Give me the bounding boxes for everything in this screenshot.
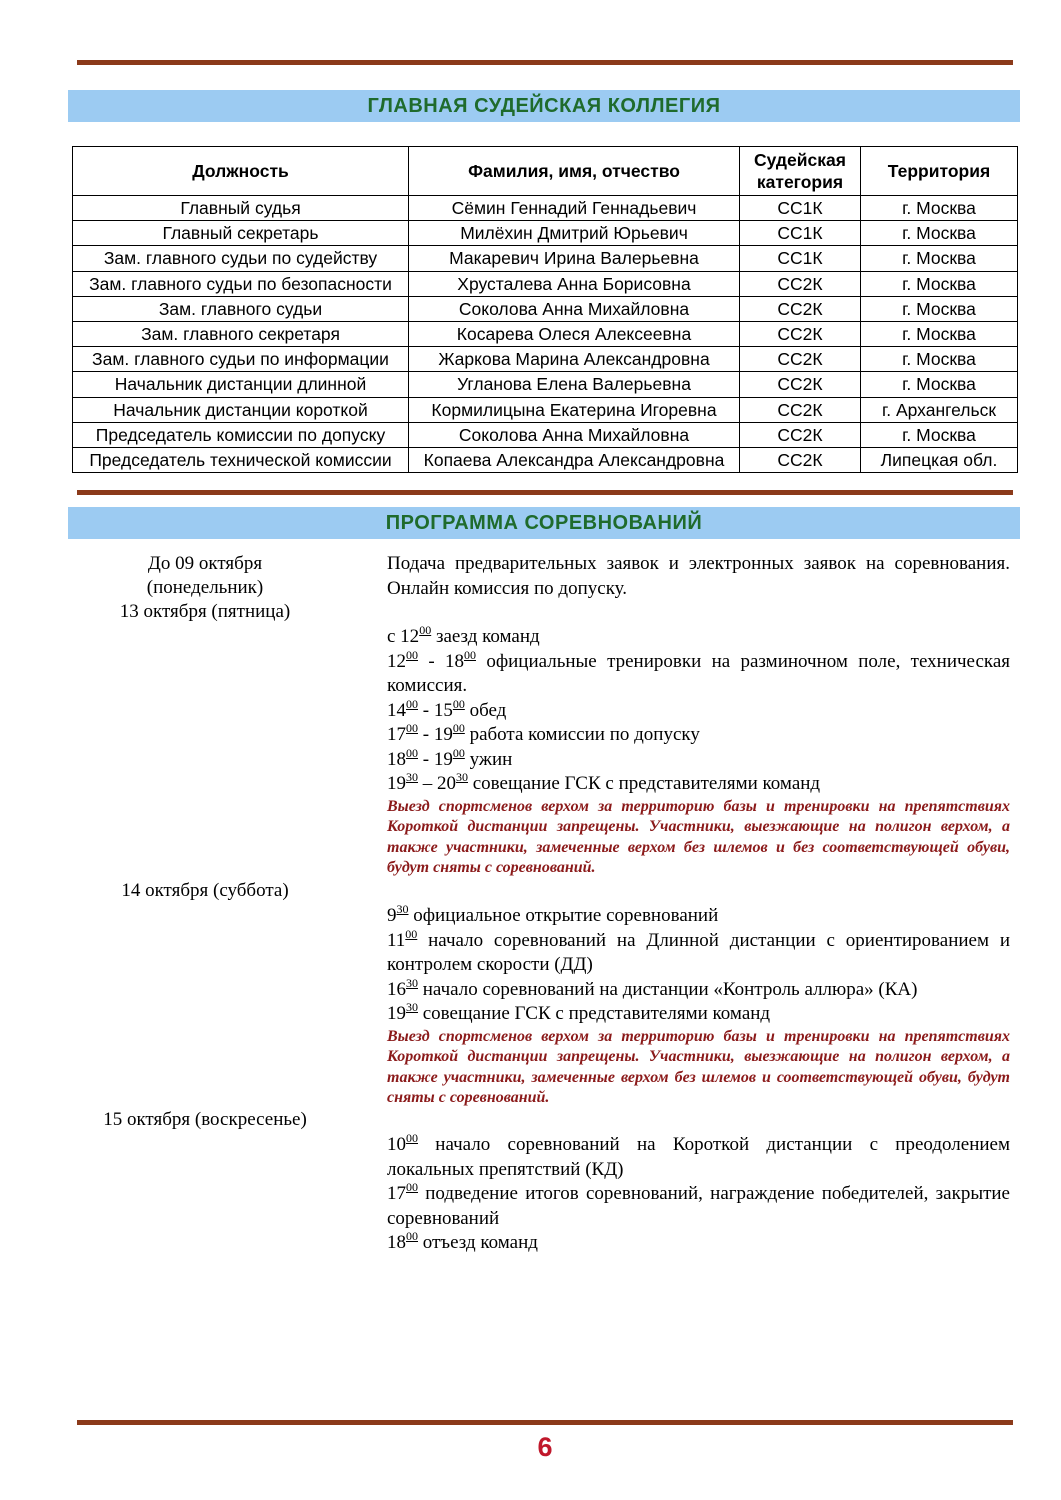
time-minutes: 00: [452, 696, 465, 711]
cell-name: Копаева Александра Александровна: [409, 447, 740, 472]
cell-territory: г. Архангельск: [861, 397, 1018, 422]
top-rule: [77, 60, 1013, 65]
time: 11: [387, 929, 406, 951]
page-number: 6: [537, 1432, 553, 1462]
cell-name: Макаревич Ирина Валерьевна: [409, 246, 740, 271]
time: – 20: [418, 773, 456, 794]
bottom-rule: [77, 1420, 1013, 1425]
cell-category: СС2К: [740, 397, 861, 422]
schedule-item: [387, 625, 1010, 650]
time-minutes: 30: [456, 770, 468, 784]
table-row: [73, 447, 1018, 472]
schedule-date-4: 15 октября (воскресенье): [103, 1109, 307, 1130]
cell-name: Угланова Елена Валерьевна: [409, 372, 740, 397]
cell-territory: г. Москва: [861, 246, 1018, 271]
time: - 19: [418, 748, 453, 770]
schedule-item: [387, 1133, 1010, 1182]
cell-category: СС2К: [740, 347, 861, 372]
cell-territory: г. Москва: [861, 296, 1018, 321]
schedule-item: [387, 926, 1010, 978]
cell-name: Милёхин Дмитрий Юрьевич: [409, 221, 740, 246]
warning-note: Выезд спортсменов верхом за территорию базы и тренировки на препятствиях Короткой дистанции запрещены. Участники, выезжающие на полигон верхом, а также участники, замеченные верхом без шлемов и соответствующей обуви, будут сняты с соревнований.: [387, 1027, 1010, 1106]
time: - 15: [418, 699, 453, 721]
schedule-date-3: 14 октября (суббота): [121, 880, 289, 901]
schedule-item: [387, 696, 1010, 724]
middle-rule: [77, 490, 1013, 495]
cell-category: СС2К: [740, 296, 861, 321]
table-row: [73, 372, 1018, 397]
time-minutes: 00: [406, 1180, 418, 1194]
schedule-item-text: совещание ГСК с представителями команд: [468, 773, 821, 794]
col-header-category: [740, 147, 861, 196]
schedule-item: [387, 1182, 1010, 1231]
cell-position: Председатель комиссии по допуску: [73, 422, 409, 447]
time: 16: [387, 978, 406, 1000]
time-minutes: 00: [406, 696, 418, 711]
time-minutes: 00: [405, 926, 418, 941]
cell-category: СС1К: [740, 196, 861, 221]
cell-category: СС2К: [740, 372, 861, 397]
cell-territory: Липецкая обл.: [861, 447, 1018, 472]
cell-name: Хрусталева Анна Борисовна: [409, 271, 740, 296]
schedule-item-text: официальные тренировки на разминочном поле, техническая комиссия.: [387, 650, 1010, 696]
cell-territory: г. Москва: [861, 422, 1018, 447]
schedule-item-text: подведение итогов соревнований, награждение победителей, закрытие соревнований: [387, 1183, 1010, 1229]
schedule-block-2: [387, 625, 1010, 879]
time: 19: [387, 773, 406, 794]
cell-territory: г. Москва: [861, 221, 1018, 246]
time-minutes: 30: [406, 770, 418, 784]
time: - 19: [418, 724, 453, 745]
cell-position: Зам. главного судьи по безопасности: [73, 271, 409, 296]
schedule-item-text: начало соревнований на дистанции «Контроль аллюра» (КА): [418, 978, 918, 1000]
cell-position: Зам. главного судьи по информации: [73, 347, 409, 372]
schedule-item-text: ужин: [464, 748, 513, 770]
table-row: [73, 321, 1018, 346]
schedule-item: [387, 772, 1010, 797]
time: 12: [387, 650, 406, 672]
program-section-title: ПРОГРАММА СОРЕВНОВАНИЙ: [68, 507, 1020, 539]
schedule-item: [387, 647, 1010, 699]
time-minutes: 00: [406, 721, 418, 735]
schedule-item-text: начало соревнований на Короткой дистанции с преодолением локальных препятствий (КД): [387, 1134, 1010, 1180]
cell-category: СС1К: [740, 246, 861, 271]
cell-position: Председатель технической комиссии: [73, 447, 409, 472]
cell-position: Начальник дистанции длинной: [73, 372, 409, 397]
time: 18: [387, 748, 406, 770]
col-header-position: Должность: [73, 147, 409, 196]
table-row: [73, 196, 1018, 221]
cell-territory: г. Москва: [861, 372, 1018, 397]
cell-category: СС2К: [740, 447, 861, 472]
time: 10: [387, 1134, 406, 1155]
schedule-date-1-line: До 09 октября: [147, 553, 263, 574]
cell-territory: г. Москва: [861, 196, 1018, 221]
cell-position: Начальник дистанции короткой: [73, 397, 409, 422]
time-minutes: 00: [452, 745, 465, 760]
cell-territory: г. Москва: [861, 321, 1018, 346]
cell-name: Соколова Анна Михайловна: [409, 296, 740, 321]
cell-position: Главный секретарь: [73, 221, 409, 246]
schedule-item-text: работа комиссии по допуску: [464, 724, 700, 745]
table-row: [73, 397, 1018, 422]
time: 19: [387, 1003, 406, 1024]
schedule-date-1: [60, 552, 350, 600]
schedule-item: [387, 723, 1010, 748]
col-header-category-label: Судейская категория: [754, 150, 846, 192]
schedule-block-1: [387, 552, 1010, 601]
cell-name: Кормилицына Екатерина Игоревна: [409, 397, 740, 422]
schedule-item: [387, 745, 1010, 773]
schedule-item: [387, 975, 1010, 1003]
time: 14: [387, 699, 406, 721]
cell-territory: г. Москва: [861, 271, 1018, 296]
schedule-item-text: начало соревнований на Длинной дистанции с ориентированием и контролем скорости (ДД): [387, 929, 1010, 975]
schedule-item-text: официальное открытие соревнований: [408, 905, 719, 926]
time: 18: [387, 1232, 406, 1253]
time-minutes: 30: [406, 975, 418, 990]
time: 17: [387, 724, 406, 745]
schedule-item-text: совещание ГСК с представителями команд: [418, 1003, 771, 1024]
time-minutes: 00: [406, 1229, 418, 1243]
time-minutes: 00: [406, 647, 418, 662]
time-minutes: 30: [406, 1000, 418, 1014]
schedule-item-text: обед: [464, 699, 507, 721]
cell-position: Зам. главного судьи: [73, 296, 409, 321]
time: 9: [387, 905, 397, 926]
col-header-territory: Территория: [861, 147, 1018, 196]
cell-name: Жаркова Марина Александровна: [409, 347, 740, 372]
jury-table-header-row: [73, 147, 1018, 196]
table-row: [73, 246, 1018, 271]
table-row: [73, 221, 1018, 246]
table-row: [73, 347, 1018, 372]
schedule-block-3: [387, 904, 1010, 1109]
schedule-block-4: [387, 1133, 1010, 1256]
schedule-date-2: 13 октября (пятница): [119, 601, 291, 622]
table-row: [73, 271, 1018, 296]
col-header-name: Фамилия, имя, отчество: [409, 147, 740, 196]
jury-section-title: ГЛАВНАЯ СУДЕЙСКАЯ КОЛЛЕГИЯ: [68, 90, 1020, 122]
cell-category: СС1К: [740, 221, 861, 246]
schedule-item: [387, 1002, 1010, 1027]
schedule-date-1-weekday: (понедельник): [146, 577, 264, 598]
schedule-item: [387, 904, 1010, 929]
cell-category: СС2К: [740, 321, 861, 346]
cell-name: Соколова Анна Михайловна: [409, 422, 740, 447]
table-row: [73, 422, 1018, 447]
cell-position: Главный судья: [73, 196, 409, 221]
time: с 12: [387, 626, 420, 647]
cell-category: СС2К: [740, 422, 861, 447]
schedule-item-text: отъезд команд: [418, 1232, 538, 1253]
cell-position: Зам. главного секретаря: [73, 321, 409, 346]
time: - 18: [418, 650, 464, 672]
warning-note: Выезд спортсменов верхом за территорию базы и тренировки на препятствиях Короткой дистанции запрещены. Участники, выезжающие на полигон верхом, а также участники, замеченные верхом без шлемов и без соответствующей обуви, будут сняты с соревнований.: [387, 797, 1010, 876]
table-row: [73, 296, 1018, 321]
time-minutes: 00: [452, 721, 465, 735]
schedule-item: Подача предварительных заявок и электронных заявок на соревнования. Онлайн комиссия по допуску.: [387, 553, 1010, 599]
time-minutes: 00: [419, 623, 432, 637]
time-minutes: 00: [406, 1131, 418, 1145]
cell-category: СС2К: [740, 271, 861, 296]
cell-name: Косарева Олеся Алексеевна: [409, 321, 740, 346]
cell-name: Сёмин Геннадий Геннадьевич: [409, 196, 740, 221]
time: 17: [387, 1183, 406, 1204]
schedule-item-text: заезд команд: [431, 626, 540, 647]
jury-table: [72, 146, 1018, 473]
cell-position: Зам. главного судьи по судейству: [73, 246, 409, 271]
schedule-item: [387, 1231, 1010, 1256]
time-minutes: 30: [396, 902, 409, 916]
time-minutes: 00: [406, 745, 418, 760]
cell-territory: г. Москва: [861, 347, 1018, 372]
time-minutes: 00: [463, 647, 476, 662]
